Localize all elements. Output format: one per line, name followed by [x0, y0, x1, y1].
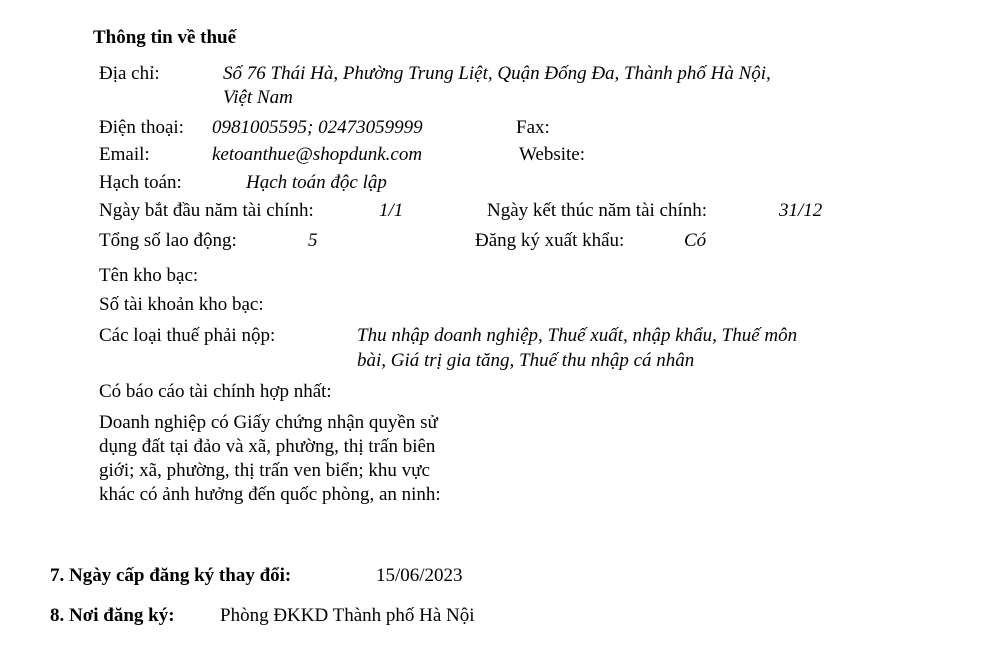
phone-value: 0981005595; 02473059999	[212, 117, 423, 138]
change-registration-date-label: 7. Ngày cấp đăng ký thay đổi:	[50, 565, 292, 586]
change-registration-date-value: 15/06/2023	[376, 565, 463, 586]
land-certificate-label-line3: giới; xã, phường, thị trấn ven biển; khu vực	[99, 460, 430, 481]
fiscal-year-end-value: 31/12	[779, 200, 823, 221]
taxes-value-line1: Thu nhập doanh nghiệp, Thuế xuất, nhập khẩu, Thuế môn	[357, 325, 798, 346]
address-value-line1: Số 76 Thái Hà, Phường Trung Liệt, Quận Đống Đa, Thành phố Hà Nội,	[223, 63, 771, 84]
land-certificate-label-line1: Doanh nghiệp có Giấy chứng nhận quyền sử	[99, 412, 438, 433]
email-value: ketoanthue@shopdunk.com	[212, 144, 423, 165]
address-label: Địa chỉ:	[99, 63, 160, 84]
land-certificate-label-line4: khác có ảnh hưởng đến quốc phòng, an ninh:	[99, 484, 441, 505]
address-value-line2: Việt Nam	[223, 87, 293, 108]
accounting-value: Hạch toán độc lập	[246, 172, 387, 193]
export-value: Có	[684, 230, 707, 251]
treasury-account-label: Số tài khoản kho bạc:	[99, 294, 264, 315]
employees-value: 5	[308, 230, 318, 251]
taxes-label: Các loại thuế phải nộp:	[99, 325, 276, 346]
consolidated-report-label: Có báo cáo tài chính hợp nhất:	[99, 381, 332, 402]
fiscal-year-start-value: 1/1	[379, 200, 404, 221]
email-label: Email:	[99, 144, 150, 165]
website-label: Website:	[519, 144, 586, 165]
section-heading: Thông tin về thuế	[93, 27, 237, 48]
phone-label: Điện thoại:	[99, 117, 184, 138]
fax-label: Fax:	[516, 117, 550, 138]
accounting-label: Hạch toán:	[99, 172, 182, 193]
employees-label: Tổng số lao động:	[99, 230, 237, 251]
treasury-name-label: Tên kho bạc:	[99, 265, 199, 286]
export-label: Đăng ký xuất khẩu:	[475, 230, 625, 251]
land-certificate-label-line2: dụng đất tại đảo và xã, phường, thị trấn biên	[99, 436, 436, 457]
taxes-value-line2: bài, Giá trị gia tăng, Thuế thu nhập cá nhân	[357, 350, 695, 371]
registration-place-label: 8. Nơi đăng ký:	[50, 605, 175, 626]
registration-place-value: Phòng ĐKKD Thành phố Hà Nội	[220, 605, 475, 626]
fiscal-year-end-label: Ngày kết thúc năm tài chính:	[487, 200, 708, 221]
fiscal-year-start-label: Ngày bắt đầu năm tài chính:	[99, 200, 314, 221]
